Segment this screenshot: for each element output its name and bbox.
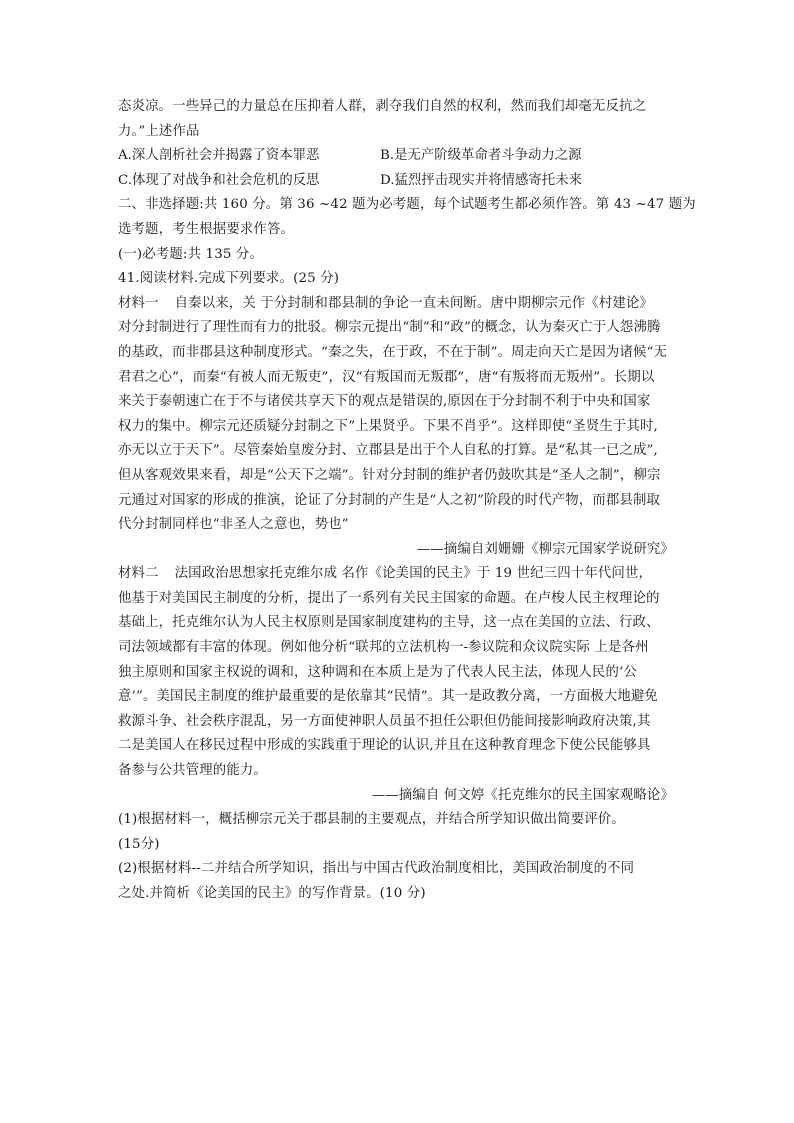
material1-line-1 [118, 292, 688, 317]
intro-line-2: 力。”上述作品 [118, 123, 200, 139]
options-row-1 [118, 144, 688, 169]
material1-text-0: 自秦以来，关 于分封制和郡县制的争论一直未间断。唐中期柳宗元作《村建论》 [174, 295, 653, 311]
material2-line: 二是美国人在移民过程中形成的实践重于理论的认识,并且在这种教育理念下使公民能够具 [118, 738, 651, 754]
material2-line: 基础上，托克维尔认为人民主权原则是国家制度建构的主导，这一点在美国的立法、行政、 [118, 615, 660, 631]
question-2-line-1: (2)根据材料--二并结合所学知识，指出与中国古代政治制度相比，美国政治制度的不同 [118, 861, 635, 877]
option-c: C.体现了对战争和社会危机的反思 [118, 172, 320, 188]
q41-header: 41.阅读材料.完成下列要求。(25 分) [118, 271, 340, 287]
material1-source: ——摘编自刘姗姗《柳宗元国家学说研究》 [416, 541, 674, 557]
material2-line: 独主原则和国家主权说的调和，这种调和在本质上是为了代表人民主法，体现人民的‘公 [118, 664, 637, 680]
material1-line: 权力的集中。柳宗元还质疑分封制之下”上果贤乎。下果不肖乎”。这样即使“圣贤生于其时, [118, 418, 658, 434]
options-row-2 [118, 169, 688, 194]
intro-line-1: 态炎凉。一些异己的力量总在压抑着人群，剥夺我们自然的权利，然而我们却毫无反抗之 [118, 99, 647, 114]
material1-line: 对分封制进行了理性而有力的批驳。柳宗元提出“制”和“政”的概念，认为秦灭亡于人怨沸腾 [118, 320, 661, 336]
material1-line: 来关于泰朝速亡在于不与诸侯共享天下的观点是错误的,原因在于分封制不利于中央和国家 [118, 394, 651, 410]
option-b: B.是无产阶级革命者斗争动力之源 [380, 148, 582, 164]
section2-sub: (一)必考题:共 135 分。 [118, 246, 264, 262]
question-2-line-2: 之处.并简析《论美国的民主》的写作背景。(10 分) [118, 886, 426, 901]
question-1-line-2: (15分) [118, 836, 160, 852]
material2-line: 他基于对美国民主制度的分析，提出了一系列有关民主国家的命题。在卢梭人民主杈理论的 [118, 590, 660, 606]
material2-line: 司法领域都有丰富的体现。例如他分析“联邦的立法机构一-参议院和众议院实际 上是各州 [118, 640, 649, 656]
material1-line: 代分封制同样也“非圣人之意也，势也” [118, 517, 349, 533]
page-content [118, 95, 696, 907]
material1-line: 元通过对国家的形成的推演，论证了分封制的产生是“人之初”阶段的时代产物，而郡县制取 [118, 492, 661, 508]
section2-line-2: 选考题，考生根据要求作答。 [118, 221, 295, 237]
material2-line: 意’”。美国民主制度的维护最重要的是依靠其“民情”。其一是政教分离，一方面极大地避免 [118, 689, 658, 705]
material1-line: 君君之心”，而秦“有被人而无叛吏”，汉“有叛国而无叛郡”，唐“有叛将而无叛州”。长期以 [118, 369, 655, 385]
material1-line: 亦无以立于天下”。尽管秦始皇废分封、立郡县是出于个人自私的打算。是“私其一已之成”, [118, 443, 658, 459]
material2-line: 救源斗争、社会秩序混乱，另一方面使神职人员虽不担任公职但仍能间接影响政府决策,其 [118, 713, 651, 729]
material2-line: 备参与公共管理的能力。 [118, 763, 267, 779]
option-d: D.猛烈抨击现实并将情感寄托未来 [380, 172, 582, 188]
material1-label: 材料一 [118, 295, 159, 311]
section2-line-1: 二、非选择题:共 160 分。第 36 ~42 题为必考题，每个试题考生都必须作答。第 43 ~47 题为 [118, 197, 696, 213]
material1-line: 的基政，而非郡县这种制度形式。“秦之失，在于政，不在于制”。周走向天亡是因为诸候“无 [118, 344, 668, 360]
material1-line: 但从客观效果来看，却是“公天下之端”。针对分封制的维护者仍鼓吹其是“圣人之制”，柳宗 [118, 467, 661, 483]
option-a: A.深人剖析社会并揭露了资本罪恶 [118, 148, 320, 164]
material2-label: 材料二 [118, 566, 159, 582]
material2-line-1 [118, 562, 688, 587]
material2-source: ——摘编自 何文婷《托克维尔的民主国家观略论》 [371, 787, 674, 803]
material2-text-0: 法国政治思想家托克维尔成 名作《论美国的民主》于 19 世纪三四十年代问世， [174, 566, 653, 582]
question-1-line-1: (1)根据材料一，概括柳宗元关于郡县制的主要观点，并结合所学知识做出简要评价。 [118, 812, 625, 828]
